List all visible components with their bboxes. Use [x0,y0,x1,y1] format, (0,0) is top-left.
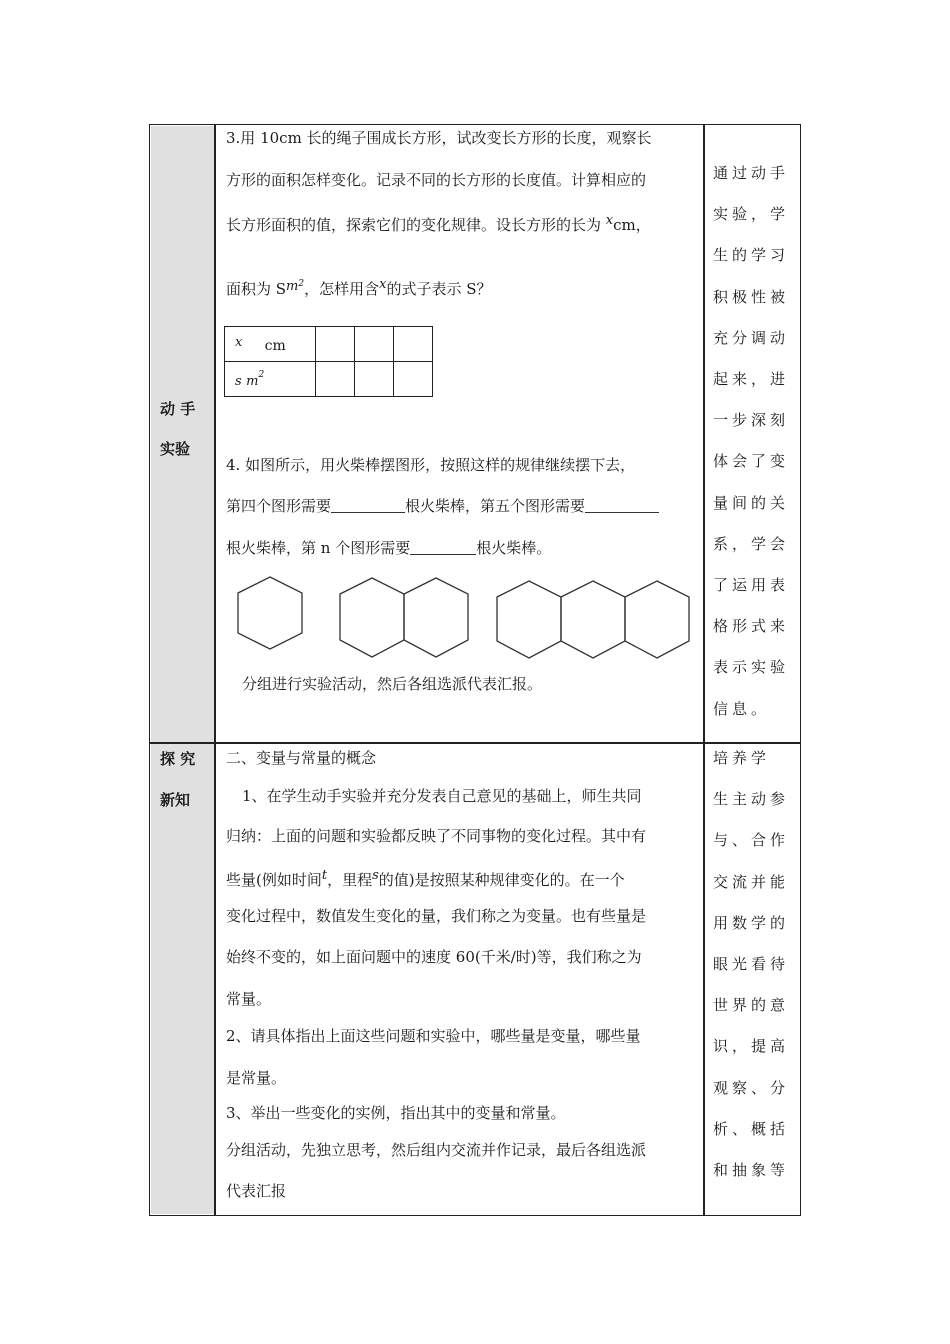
q4-line2-text2: 根火柴棒，第五个图形需要 [405,497,586,515]
hexagon-figure-2 [340,578,468,657]
side-note-line: 一步深刻 [713,411,790,430]
p2-line1: 2、请具体指出上面这些问题和实验中，哪些量是变量，哪些量 [226,1027,641,1045]
side-note-line: 析、概括 [713,1119,790,1138]
unit-m: m [286,279,299,294]
unit-sup: 2 [298,279,305,289]
side-note-line: 通过动手 [713,164,790,182]
q4-line3-text2: 根火柴棒。 [476,539,552,557]
var-x-2: x [379,277,387,292]
q3-line4-text: 面积为 S [226,280,287,298]
p1-line3-text3: 的值)是按照某种规律变化的。在一个 [378,871,625,889]
side-note-line: 了运用表 [713,576,790,594]
side-note-line: 表示实验 [713,658,790,677]
side-note-line: 培养学 [713,749,771,767]
q3-line4-text2: ，怎样用含 [304,280,380,298]
var-x: x [605,213,614,228]
q3-line3-unit: cm， [613,216,651,234]
side-note-line: 眼光看待 [713,955,790,973]
side-note-line: 与、合作 [713,831,790,850]
side-note-line: 观察、分 [713,1078,790,1097]
side-note-line: 识，提高 [713,1037,790,1056]
hexagon-figure-1 [238,577,302,649]
p1-line1: 1、在学生动手实验并充分发表自己意见的基础上，师生共同 [242,787,642,805]
q4-line1: 4. 如图所示，用火柴棒摆图形，按照这样的规律继续摆下去， [226,456,636,474]
p1-line4: 变化过程中，数值发生变化的量，我们称之为变量。也有些量是 [226,907,647,925]
side-note-line: 量间的关 [713,493,790,512]
side-note-line: 充分调动 [713,328,790,347]
side-note-line: 积极性被 [713,287,790,306]
p1-line5: 始终不变的，如上面问题中的速度 60(千米/时)等，我们称之为 [226,948,642,966]
section2-label-line1: 探 究 [160,750,196,768]
q3-line4-text3: 的式子表示 S？ [386,280,492,298]
side-note-line: 体会了变 [713,452,790,471]
side-note-line: 和抽象等 [713,1161,790,1179]
side-note-line: 信息。 [713,699,771,718]
group-activity-note: 分组进行实验活动，然后各组选派代表汇报。 [242,675,543,693]
p1-line6: 常量。 [226,990,272,1008]
row-header-area: s $m^2$ [225,362,316,397]
var-t: t [321,868,328,883]
p4-line1: 分组活动，先独立思考，然后组内交流并作记录，最后各组选派 [226,1141,647,1159]
side-note-line: 实验，学 [713,205,790,224]
side-note-line: 起来，进 [713,370,790,388]
section1-label-line1: 动 手 [160,400,196,418]
q3-line3-text: 长方形面积的值，探索它们的变化规律。设长方形的长为 [226,216,606,234]
side-note-line: 生主动参 [713,790,790,809]
p4-line2: 代表汇报 [226,1182,287,1200]
p1-line2: 归纳：上面的问题和实验都反映了不同事物的变化过程。其中有 [226,827,647,845]
q4-line2-text: 第四个图形需要 [226,497,332,515]
concept-heading: 二、变量与常量的概念 [226,749,377,767]
side-note-line: 格形式来 [713,617,790,636]
p1-line3 [226,866,625,890]
p1-line3-text: 些量(例如时间 [226,871,322,889]
q3-line2: 方形的面积怎样变化。记录不同的长方形的长度值。计算相应的 [226,171,647,189]
var-s: s [372,868,379,883]
q3-line1: 3.用 10cm 长的绳子围成长方形，试改变长方形的长度，观察长 [226,129,652,147]
side-note-line: 世界的意 [713,996,790,1015]
side-note-line: 交流并能 [713,872,790,891]
row-divider [149,742,801,744]
hexagon-figure-3 [497,581,689,658]
p2-line2: 是常量。 [226,1069,287,1087]
side-note-line: 用数学的 [713,913,790,932]
p3-line: 3、举出一些变化的实例，指出其中的变量和常量。 [226,1104,566,1122]
side-note-line: 系，学会 [713,534,790,553]
q4-line3-text: 根火柴棒，第 n 个图形需要 [226,539,411,557]
section2-label-line2: 新知 [160,791,191,809]
side-note-line: 生的学习 [713,246,790,265]
p1-line3-text2: ，里程 [327,871,373,889]
row-header-length: x cm [225,327,316,362]
section1-label-line2: 实验 [160,440,191,458]
